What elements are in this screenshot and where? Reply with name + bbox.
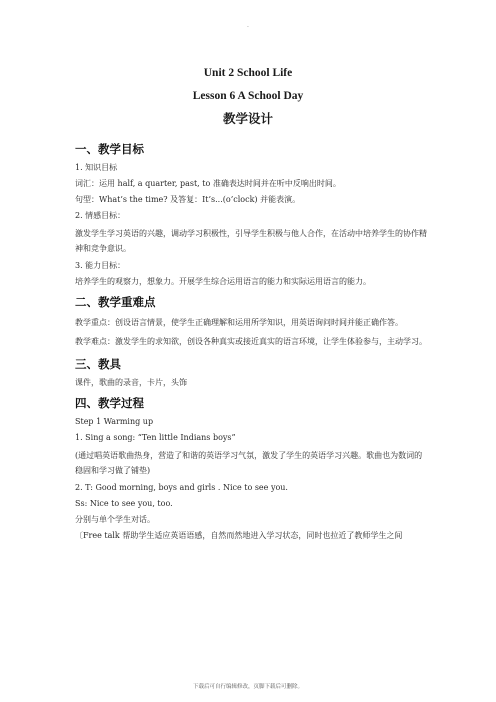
section-heading-key-points: 二、教学重难点 (75, 295, 156, 309)
emotion-goal-text: 激发学生学习英语的兴趣，调动学习积极性，引导学生积极与他人合作，在活动中培养学生的协作精神和竞争意识。 (75, 229, 427, 253)
knowledge-goal-label: 1. 知识目标 (75, 163, 118, 172)
emotion-goal-label: 2. 情感目标： (75, 211, 126, 220)
title-block (0, 66, 496, 127)
ability-goal-label: 3. 能力目标： (75, 261, 126, 270)
song-note: (通过唱英语歌曲热身，营造了和谐的英语学习气氛，激发了学生的英语学习兴趣。歌曲也为数词的稳固和学习做了铺垫) (75, 451, 423, 475)
teaching-focus: 教学重点：创设语言情景，使学生正确理解和运用所学知识，用英语询问时间并能正确作答。 (75, 318, 403, 327)
teaching-difficulty: 教学难点：激发学生的求知欲，创设各种真实或接近真实的语言环境，让学生体验参与，主动学习。 (75, 337, 427, 346)
unit-title: Unit 2 School Life (203, 67, 293, 79)
pair-talk-note: 分别与单个学生对话。 (75, 515, 155, 524)
greeting-teacher: 2. T: Good morning, boys and girls . Nice to see you. (75, 483, 288, 492)
doc-type-title: 教学设计 (222, 112, 273, 126)
section-heading-aids: 三、教具 (75, 357, 121, 371)
document-body (75, 142, 427, 541)
lesson-title: Lesson 6 A School Day (192, 90, 304, 102)
free-talk-note: 〔Free talk 帮助学生适应英语语感，自然而然地进入学习状态，同时也拉近了教师学生之间 (75, 531, 403, 540)
page-footer: 下载后可自行编辑修改，页脚下载后可删除。 (192, 684, 303, 690)
greeting-students: Ss: Nice to see you, too. (75, 499, 173, 508)
section-heading-goals: 一、教学目标 (75, 142, 144, 156)
teaching-aids-text: 课件，歌曲的录音，卡片，头饰 (75, 378, 187, 387)
sentence-goal: 句型：What’s the time? 及答复：It’s...(o’clock) 并能表演。 (75, 195, 301, 204)
section-heading-process: 四、教学过程 (75, 396, 144, 410)
top-mark: . (247, 22, 249, 29)
song-item: 1. Sing a song: “Ten little Indians boys” (75, 433, 236, 442)
step1-label: Step 1 Warming up (75, 417, 154, 426)
vocab-goal: 词汇：运用 half, a quarter, past, to 准确表达时间并在听中反响出时间。 (75, 179, 341, 188)
ability-goal-text: 培养学生的观察力，想象力。开展学生综合运用语言的能力和实际运用语言的能力。 (75, 277, 371, 286)
